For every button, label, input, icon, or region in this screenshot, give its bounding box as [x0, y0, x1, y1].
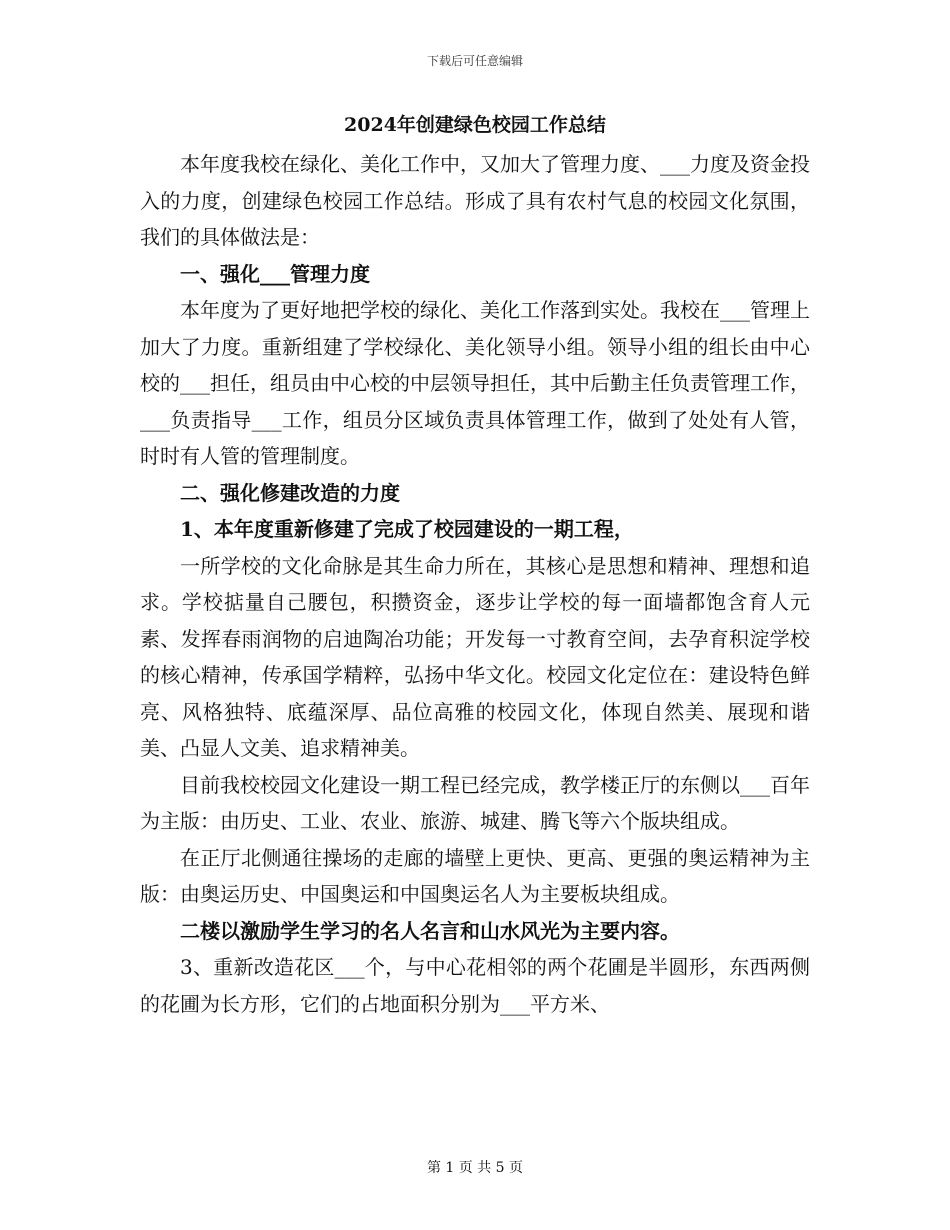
section-heading: 一、强化___管理力度	[180, 261, 370, 286]
body-paragraph: 一所学校的文化命脉是其生命力所在，其核心是思想和精神、理想和追求。学校掂量自己腰包，积攒资金，逐步让学校的每一面墙都饱含育人元素、发挥春雨润物的启迪陶冶功能；开发每一寸教育空间，去孕育积淀学校的核心精神，传承国学精粹，弘扬中华文化。校园文化定位在：建设特色鲜亮、风格独特、底蕴深厚、品位高雅的校园文化，体现自然美、展现和谐美、凸显人文美、追求精神美。	[140, 553, 810, 760]
page-header: 下载后可任意编辑	[426, 54, 523, 68]
page-number: 第 1 页 共 5 页	[426, 1160, 524, 1176]
section-heading: 二、强化修建改造的力度	[180, 480, 400, 505]
section-heading: 二楼以激励学生学习的名人名言和山水风光为主要内容。	[180, 918, 680, 943]
body-paragraph: 在正厅北侧通往操场的走廊的墙壁上更快、更高、更强的奥运精神为主版：由奥运历史、中国奥运和中国奥运名人为主要板块组成。	[140, 845, 810, 906]
section-heading: 1、本年度重新修建了完成了校园建设的一期工程，	[180, 517, 634, 541]
document-body	[140, 110, 810, 1022]
body-paragraph: 本年度我校在绿化、美化工作中，又加大了管理力度、___力度及资金投入的力度，创建绿色校园工作总结。形成了具有农村气息的校园文化氛围，我们的具体做法是：	[140, 152, 810, 249]
body-paragraph: 本年度为了更好地把学校的绿化、美化工作落到实处。我校在___管理上加大了力度。重新组建了学校绿化、美化领导小组。领导小组的组长由中心校的___担任，组员由中心校的中层领导担任，其中后勤主任负责管理工作，___负责指导___工作，组员分区域负责具体管理工作，做到了处处有人管，时时有人管的管理制度。	[140, 298, 810, 468]
paragraph-list	[140, 146, 810, 1022]
document-title: 2024年创建绿色校园工作总结	[344, 114, 606, 136]
body-paragraph: 目前我校校园文化建设一期工程已经完成，教学楼正厅的东侧以___百年为主版：由历史、工业、农业、旅游、城建、腾飞等六个版块组成。	[140, 772, 810, 833]
body-paragraph: 3、重新改造花区___个，与中心花相邻的两个花圃是半圆形，东西两侧的花圃为长方形，它们的占地面积分别为___平方米、	[140, 955, 810, 1016]
